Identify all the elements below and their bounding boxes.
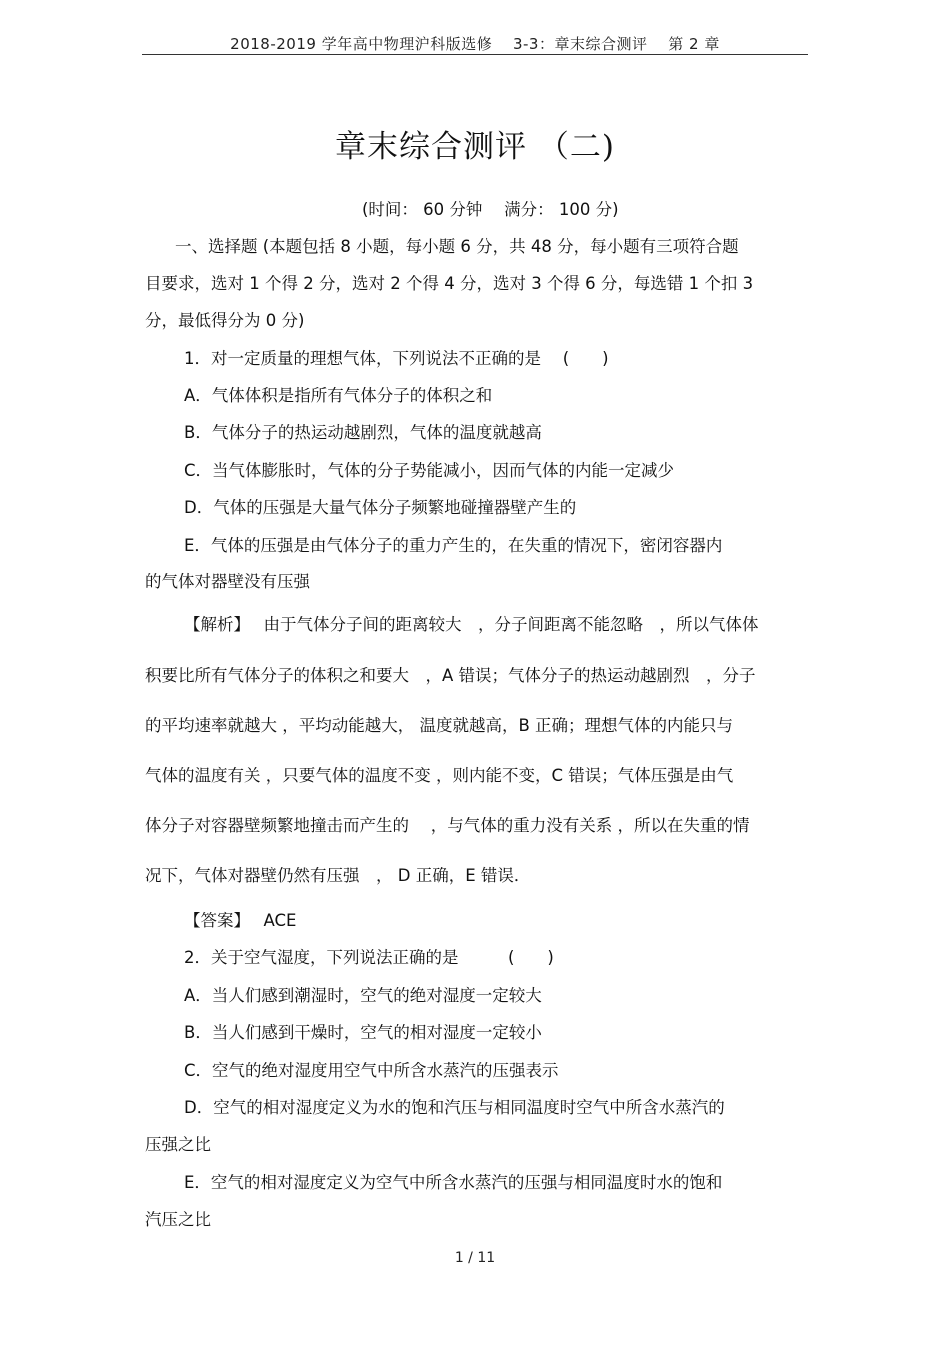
question-1-analysis-line-5: 体分子对容器壁频繁地撞击而产生的 ，与气体的重力没有关系 ，所以在失重的情	[145, 816, 750, 835]
question-1-analysis-line-1: 【解析】 由于气体分子间的距离较大 ，分子间距离不能忽略 ，所以气体体	[184, 615, 759, 634]
question-2-option-a: A．当人们感到潮湿时，空气的绝对湿度一定较大	[184, 986, 542, 1005]
question-2-option-e-line-2: 汽压之比	[145, 1210, 211, 1229]
question-2-option-c: C．空气的绝对湿度用空气中所含水蒸汽的压强表示	[184, 1061, 559, 1080]
question-1-option-e-line-2: 的气体对器壁没有压强	[145, 572, 310, 591]
question-1-option-a: A．气体体积是指所有气体分子的体积之和	[184, 386, 493, 405]
question-2-option-b: B．当人们感到干燥时，空气的相对湿度一定较小	[184, 1023, 542, 1042]
question-1-option-c: C．当气体膨胀时，气体的分子势能减小，因而气体的内能一定减少	[184, 461, 675, 480]
question-1-analysis-line-3: 的平均速率就越大 ，平均动能越大， 温度就越高，B 正确；理想气体的内能只与	[145, 716, 734, 735]
question-2-option-e-line-1: E．空气的相对湿度定义为空气中所含水蒸汽的压强与相同温度时水的饱和	[184, 1173, 723, 1192]
question-2-option-d-line-2: 压强之比	[145, 1135, 211, 1154]
intro-line-2: 目要求，选对 1 个得 2 分，选对 2 个得 4 分，选对 3 个得 6 分，每选错 1 个扣 3	[145, 274, 754, 293]
question-1-analysis-line-4: 气体的温度有关 ，只要气体的温度不变 ，则内能不变，C 错误；气体压强是由气	[145, 766, 734, 785]
question-1-stem: 1．对一定质量的理想气体，下列说法不正确的是 ( )	[184, 349, 609, 368]
header-divider	[142, 54, 808, 55]
intro-line-1: 一、选择题 (本题包括 8 小题，每小题 6 分，共 48 分，每小题有三项符合题	[175, 237, 739, 256]
question-2-option-d-line-1: D．空气的相对湿度定义为水的饱和汽压与相同温度时空气中所含水蒸汽的	[184, 1098, 725, 1117]
question-1-option-b: B．气体分子的热运动越剧烈，气体的温度就越高	[184, 423, 542, 442]
page-title: 章末综合测评 （二)	[335, 129, 615, 165]
intro-line-3: 分，最低得分为 0 分)	[145, 311, 305, 330]
question-1-answer: 【答案】 ACE	[184, 911, 297, 930]
question-1-analysis-line-2: 积要比所有气体分子的体积之和要大 ，A 错误；气体分子的热运动越剧烈 ，分子	[145, 666, 756, 685]
running-header: 2018-2019 学年高中物理沪科版选修 3-3：章末综合测评 第 2 章	[230, 35, 720, 53]
question-2-stem: 2．关于空气湿度，下列说法正确的是 ( )	[184, 948, 554, 967]
question-1-option-d: D．气体的压强是大量气体分子频繁地碰撞器壁产生的	[184, 498, 577, 517]
exam-meta: (时间： 60 分钟 满分： 100 分)	[362, 200, 619, 219]
question-1-option-e-line-1: E．气体的压强是由气体分子的重力产生的，在失重的情况下，密闭容器内	[184, 536, 723, 555]
page-number: 1 / 11	[454, 1250, 496, 1266]
question-1-analysis-line-6: 况下，气体对器壁仍然有压强 ， D 正确，E 错误．	[145, 866, 531, 885]
